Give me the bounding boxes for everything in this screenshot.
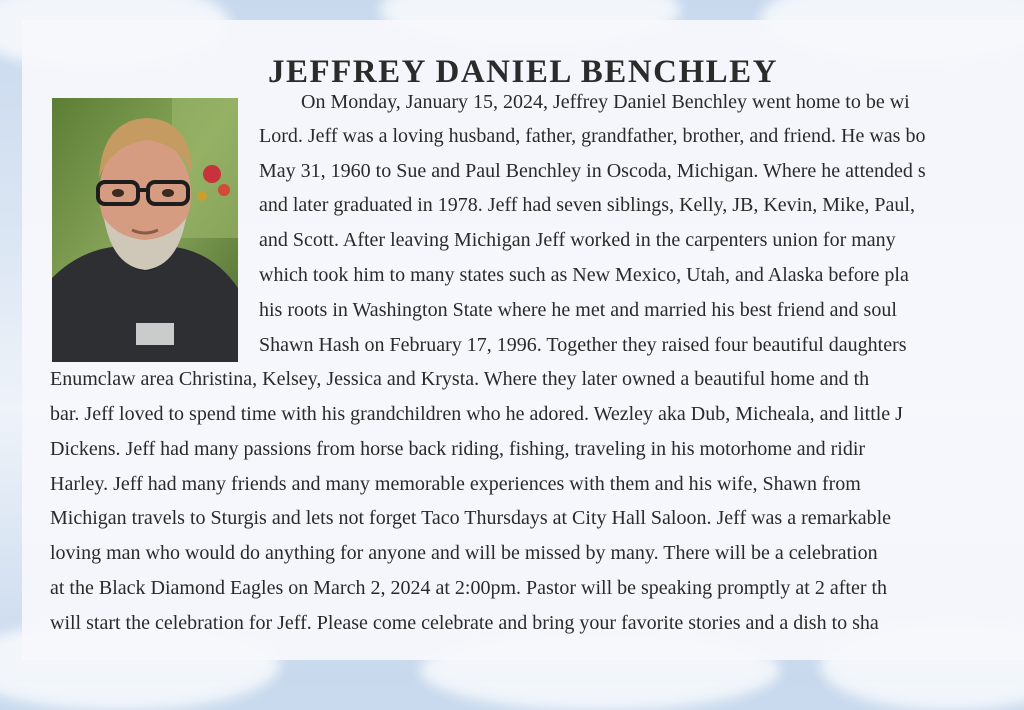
body-line-9: Enumclaw area Christina, Kelsey, Jessica and Krysta. Where they later owned a beautiful home and th [50,368,870,390]
body-line-15: at the Black Diamond Eagles on March 2, 2024 at 2:00pm. Pastor will be speaking promptly at 2 after th [50,577,888,599]
body-line-12: Harley. Jeff had many friends and many memorable experiences with them and his wife, Shawn from [50,473,861,495]
obituary-panel [22,20,1024,660]
portrait-photo [52,98,238,362]
body-line-5: and Scott. After leaving Michigan Jeff worked in the carpenters union for many [259,229,896,251]
body-line-10: bar. Jeff loved to spend time with his grandchildren who he adored. Wezley aka Dub, Micheala, and little J [50,403,903,425]
body-line-7: his roots in Washington State where he met and married his best friend and soul [259,299,897,321]
body-line-16: will start the celebration for Jeff. Please come celebrate and bring your favorite stories and a dish to sha [50,612,879,634]
body-line-8: Shawn Hash on February 17, 1996. Together they raised four beautiful daughters [259,334,907,356]
body-line-6: which took him to many states such as New Mexico, Utah, and Alaska before pla [259,264,909,286]
body-line-11: Dickens. Jeff had many passions from horse back riding, fishing, traveling in his motorhome and ridir [50,438,866,460]
body-line-1: On Monday, January 15, 2024, Jeffrey Daniel Benchley went home to be wi [301,91,910,113]
body-line-2: Lord. Jeff was a loving husband, father, grandfather, brother, and friend. He was bo [259,125,926,147]
body-line-4: and later graduated in 1978. Jeff had seven siblings, Kelly, JB, Kevin, Mike, Paul, [259,194,915,216]
body-line-14: loving man who would do anything for anyone and will be missed by many. There will be a celebration [50,542,878,564]
body-line-13: Michigan travels to Sturgis and lets not forget Taco Thursdays at City Hall Saloon. Jeff was a remarkable [50,507,892,529]
obituary-title: JEFFREY DANIEL BENCHLEY [267,54,779,90]
body-line-3: May 31, 1960 to Sue and Paul Benchley in Oscoda, Michigan. Where he attended s [259,160,926,182]
portrait-illustration [52,98,238,362]
